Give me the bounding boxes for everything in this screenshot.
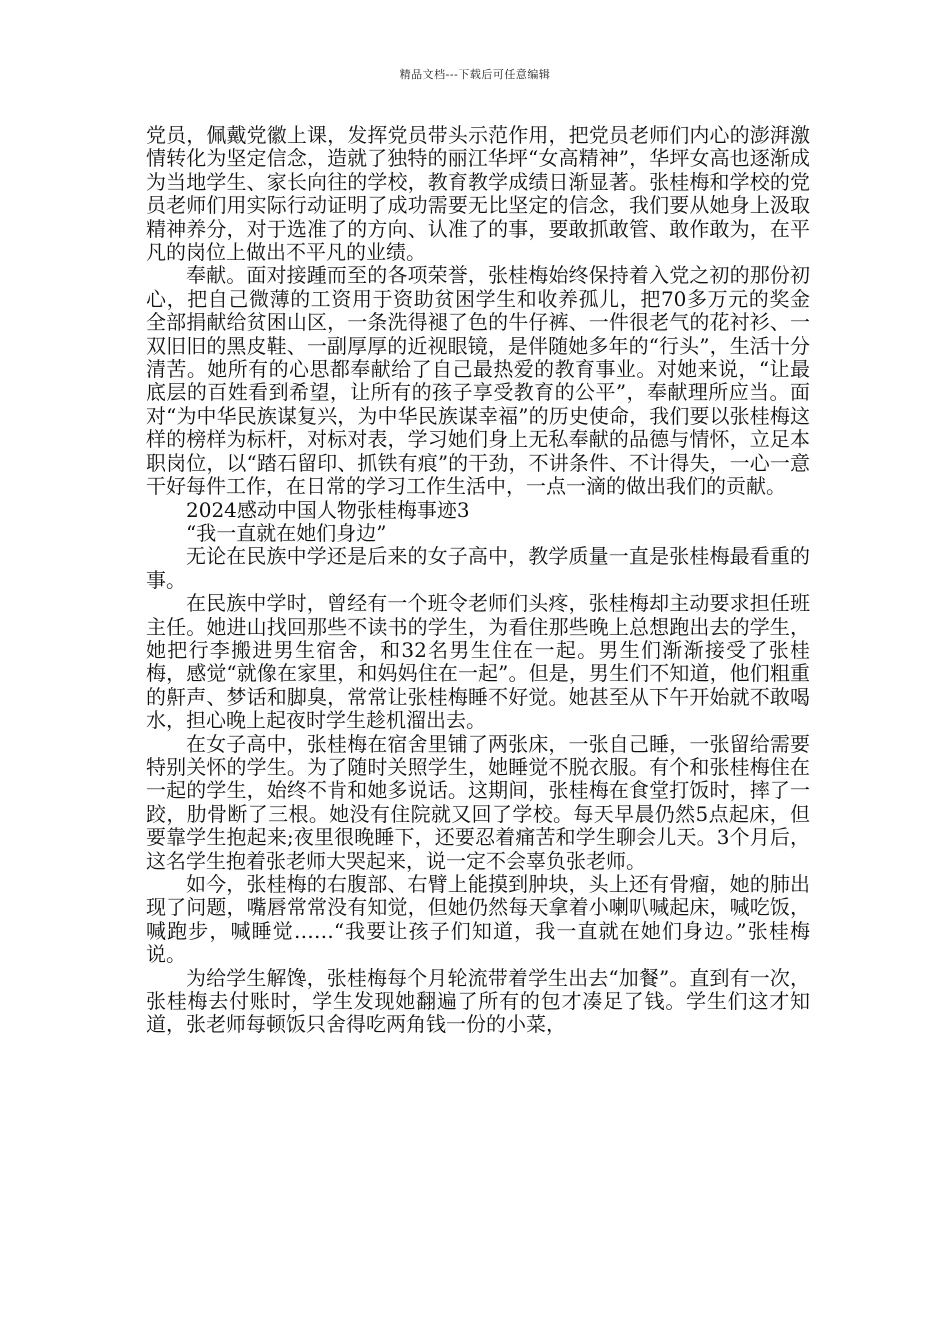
section-title: 2024感动中国人物张桂梅事迹3 [186, 497, 470, 522]
paragraph-4: 在民族中学时，曾经有一个班令老师们头疼，张桂梅却主动要求担任班主任。她进山找回那些不读书的学生，为看住那些晚上总想跑出去的学生，她把行李搬进男生宿舍，和32名男生住在一起。男生们渐渐接受了张桂梅，感觉“就像在家里，和妈妈住在一起”。但是，男生们不知道，他们粗重的鼾声、梦话和脚臭，常常让张桂梅睡不好觉。她甚至从下午开始就不敢喝水，担心晚上起夜时学生趁机溜出去。 [146, 591, 810, 733]
paragraph-5: 在女子高中，张桂梅在宿舍里铺了两张床，一张自己睡，一张留给需要特别关怀的学生。为了随时关照学生，她睡觉不脱衣服。有个和张桂梅住在一起的学生，始终不肯和她多说话。这期间，张桂梅在食堂打饭时，摔了一跤，肋骨断了三根。她没有住院就又回了学校。每天早晨仍然5点起床，但要靠学生抱起来;夜里很晚睡下，还要忍着痛苦和学生聊会儿天。3个月后，这名学生抱着张老师大哭起来，说一定不会辜负张老师。 [146, 731, 810, 873]
page-header: 精品文档---下载后可任意编辑 [399, 68, 551, 81]
paragraph-6: 如今，张桂梅的右腹部、右臂上能摸到肿块，头上还有骨瘤，她的肺出现了问题，嘴唇常常没有知觉，但她仍然每天拿着小喇叭喊起床，喊吃饭，喊跑步，喊睡觉……“我要让孩子们知道，我一直就在她们身边。”张桂梅说。 [146, 872, 810, 967]
paragraph-1: 党员，佩戴党徽上课，发挥党员带头示范作用，把党员老师们内心的澎湃激情转化为坚定信念，造就了独特的丽江华坪“女高精神”，华坪女高也逐渐成为当地学生、家长向往的学校，教育教学成绩日渐显著。张桂梅和学校的党员老师们用实际行动证明了成功需要无比坚定的信念，我们要从她身上汲取精神养分，对于选准了的方向、认准了的事，要敢抓敢管、敢作敢为，在平凡的岗位上做出不平凡的业绩。 [146, 123, 810, 265]
paragraph-2: 奉献。面对接踵而至的各项荣誉，张桂梅始终保持着入党之初的那份初心，把自己微薄的工资用于资助贫困学生和收养孤儿，把70多万元的奖金全部捐献给贫困山区，一条洗得褪了色的牛仔裤、一件很老气的花衬衫、一双旧旧的黑皮鞋、一副厚厚的近视眼镜，是伴随她多年的“行头”，生活十分清苦。她所有的心思都奉献给了自己最热爱的教育事业。对她来说，“让最底层的百姓看到希望，让所有的孩子享受教育的公平”，奉献理所应当。面对“为中华民族谋复兴，为中华民族谋幸福”的历史使命，我们要以张桂梅这样的榜样为标杆，对标对表，学习她们身上无私奉献的品德与情怀，立足本职岗位，以“踏石留印、抓铁有痕”的干劲，不讲条件、不计得失，一心一意干好每件工作，在日常的学习工作生活中，一点一滴的做出我们的贡献。 [146, 263, 810, 499]
document-body [146, 124, 810, 1037]
paragraph-7: 为给学生解馋，张桂梅每个月轮流带着学生出去“加餐”。直到有一次，张桂梅去付账时，学生发现她翻遍了所有的包才凑足了钱。学生们这才知道，张老师每顿饭只舍得吃两角钱一份的小菜， [146, 965, 810, 1037]
paragraph-3: 无论在民族中学还是后来的女子高中，教学质量一直是张桂梅最看重的事。 [146, 544, 810, 592]
section-subtitle: “我一直就在她们身边” [186, 520, 387, 545]
